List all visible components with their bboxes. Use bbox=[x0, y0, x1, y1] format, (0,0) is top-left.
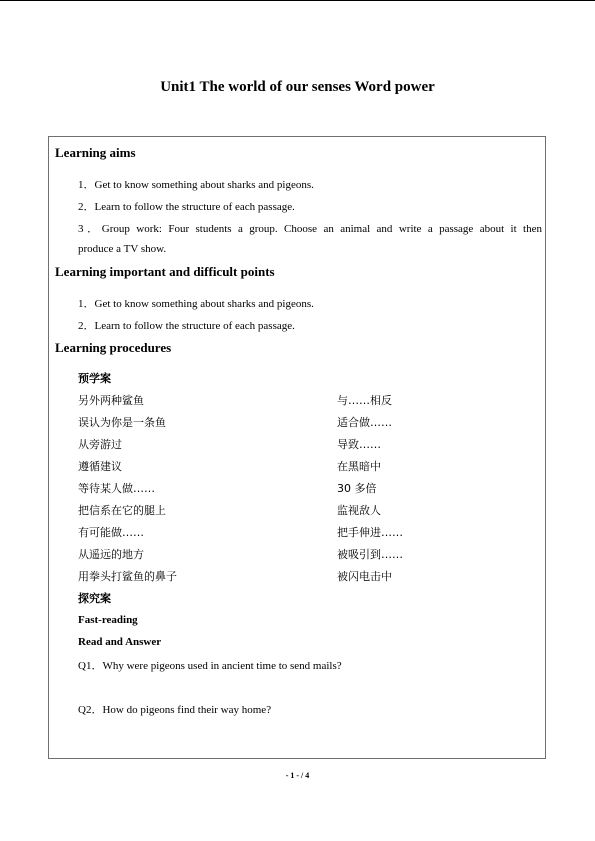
phrase-right: 被闪电击中 bbox=[337, 570, 392, 583]
explore-heading: 探究案 bbox=[78, 592, 111, 605]
phrase-left: 把信系在它的腿上 bbox=[78, 504, 166, 517]
phrase-right: 把手伸进…… bbox=[337, 526, 403, 539]
phrase-right: 在黑暗中 bbox=[337, 460, 381, 473]
phrase-left: 从旁游过 bbox=[78, 438, 122, 451]
aim-item-3-continuation: produce a TV show. bbox=[78, 243, 167, 255]
preview-heading: 预学案 bbox=[78, 372, 111, 385]
phrase-right: 30 多倍 bbox=[337, 482, 377, 495]
question-1: Q1．Why were pigeons used in ancient time to send mails? bbox=[78, 660, 342, 672]
point-item-2: 2．Learn to follow the structure of each passage. bbox=[78, 320, 295, 332]
page-title: Unit1 The world of our senses Word power bbox=[160, 79, 435, 95]
aim-item-3: 3．Group work: Four students a group. Choose an animal and write a passage about it then bbox=[78, 223, 542, 235]
phrase-right: 适合做…… bbox=[337, 416, 392, 429]
learning-aims-heading: Learning aims bbox=[55, 145, 136, 160]
question-2: Q2．How do pigeons find their way home? bbox=[78, 704, 272, 716]
top-rule bbox=[0, 0, 595, 1]
aim-item-1: 1．Get to know something about sharks and pigeons. bbox=[78, 179, 314, 191]
important-points-heading: Learning important and difficult points bbox=[55, 264, 275, 279]
point-item-1: 1．Get to know something about sharks and pigeons. bbox=[78, 298, 314, 310]
aim-item-2: 2．Learn to follow the structure of each passage. bbox=[78, 201, 295, 213]
phrase-left: 另外两种鲨鱼 bbox=[78, 394, 144, 407]
phrase-left: 用拳头打鲨鱼的鼻子 bbox=[78, 570, 177, 583]
phrase-left: 等待某人做…… bbox=[78, 482, 155, 495]
page-number: - 1 - / 4 bbox=[285, 771, 310, 780]
phrase-left: 从遥远的地方 bbox=[78, 548, 144, 561]
phrase-left: 遵循建议 bbox=[78, 460, 122, 473]
phrase-left: 误认为你是一条鱼 bbox=[78, 416, 166, 429]
fast-reading-heading: Fast-reading bbox=[78, 614, 138, 626]
phrase-right: 与……相反 bbox=[337, 394, 392, 407]
read-answer-heading: Read and Answer bbox=[78, 636, 162, 648]
phrase-left: 有可能做…… bbox=[78, 526, 144, 539]
learning-procedures-heading: Learning procedures bbox=[55, 340, 172, 355]
phrase-right: 导致…… bbox=[337, 438, 381, 451]
phrase-right: 被吸引到…… bbox=[337, 548, 403, 561]
phrase-right: 监视敌人 bbox=[337, 504, 381, 517]
